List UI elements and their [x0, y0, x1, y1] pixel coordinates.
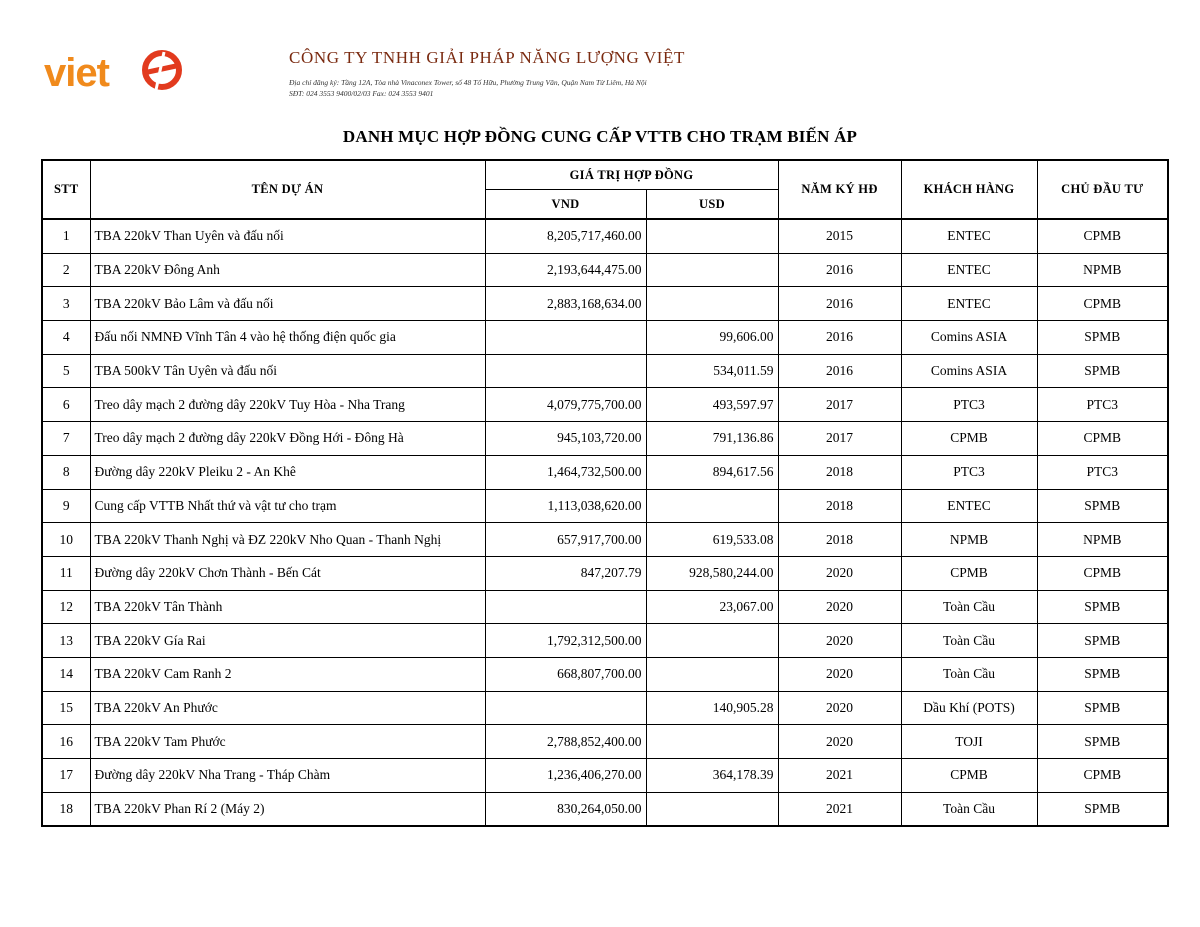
cell-stt: 12: [42, 590, 90, 624]
cell-vnd: 1,113,038,620.00: [485, 489, 646, 523]
cell-year: 2018: [778, 489, 901, 523]
table-row: [42, 556, 1168, 590]
cell-vnd: 4,079,775,700.00: [485, 388, 646, 422]
cell-stt: 4: [42, 321, 90, 355]
cell-usd: 894,617.56: [646, 455, 778, 489]
cell-vnd: [485, 354, 646, 388]
cell-project: Cung cấp VTTB Nhất thứ và vật tư cho trạm: [90, 489, 485, 523]
cell-year: 2017: [778, 388, 901, 422]
cell-stt: 11: [42, 556, 90, 590]
cell-stt: 10: [42, 523, 90, 557]
table-row: [42, 657, 1168, 691]
cell-customer: Toàn Cầu: [901, 590, 1037, 624]
cell-usd: [646, 725, 778, 759]
table-row: [42, 287, 1168, 321]
cell-project: TBA 220kV An Phước: [90, 691, 485, 725]
cell-vnd: 945,103,720.00: [485, 422, 646, 456]
cell-project: Đường dây 220kV Chơn Thành - Bến Cát: [90, 556, 485, 590]
cell-investor: NPMB: [1037, 523, 1168, 557]
cell-stt: 3: [42, 287, 90, 321]
cell-customer: ENTEC: [901, 287, 1037, 321]
cell-year: 2020: [778, 691, 901, 725]
company-logo: [44, 48, 184, 92]
cell-vnd: 1,464,732,500.00: [485, 455, 646, 489]
cell-investor: SPMB: [1037, 691, 1168, 725]
cell-stt: 6: [42, 388, 90, 422]
cell-year: 2020: [778, 556, 901, 590]
table-row: [42, 455, 1168, 489]
cell-stt: 16: [42, 725, 90, 759]
cell-customer: Comins ASIA: [901, 354, 1037, 388]
cell-year: 2017: [778, 422, 901, 456]
cell-usd: [646, 219, 778, 253]
table-body: [42, 219, 1168, 826]
table-row: [42, 759, 1168, 793]
cell-customer: CPMB: [901, 422, 1037, 456]
cell-usd: 140,905.28: [646, 691, 778, 725]
cell-vnd: [485, 590, 646, 624]
cell-customer: Toàn Cầu: [901, 792, 1037, 826]
cell-usd: 99,606.00: [646, 321, 778, 355]
document-title: DANH MỤC HỢP ĐỒNG CUNG CẤP VTTB CHO TRẠM BIẾN ÁP: [342, 127, 858, 146]
cell-investor: SPMB: [1037, 354, 1168, 388]
table-header: [42, 160, 1168, 219]
cell-investor: PTC3: [1037, 455, 1168, 489]
cell-vnd: 2,193,644,475.00: [485, 253, 646, 287]
cell-project: TBA 220kV Tam Phước: [90, 725, 485, 759]
cell-stt: 8: [42, 455, 90, 489]
table-row: [42, 219, 1168, 253]
cell-project: Đường dây 220kV Pleiku 2 - An Khê: [90, 455, 485, 489]
table-row: [42, 523, 1168, 557]
cell-project: TBA 220kV Tân Thành: [90, 590, 485, 624]
contracts-table: [41, 159, 1169, 827]
cell-stt: 7: [42, 422, 90, 456]
cell-stt: 2: [42, 253, 90, 287]
cell-investor: SPMB: [1037, 792, 1168, 826]
header-stt: STT: [42, 160, 90, 219]
cell-usd: 928,580,244.00: [646, 556, 778, 590]
company-contact: [289, 77, 647, 99]
cell-vnd: 830,264,050.00: [485, 792, 646, 826]
cell-investor: SPMB: [1037, 725, 1168, 759]
table-row: [42, 354, 1168, 388]
cell-project: Treo dây mạch 2 đường dây 220kV Tuy Hòa - Nha Trang: [90, 388, 485, 422]
cell-usd: 23,067.00: [646, 590, 778, 624]
header-investor: CHỦ ĐẦU TƯ: [1037, 160, 1168, 219]
table-row: [42, 725, 1168, 759]
header-vnd: VND: [485, 190, 646, 220]
cell-investor: CPMB: [1037, 219, 1168, 253]
cell-stt: 17: [42, 759, 90, 793]
cell-year: 2016: [778, 253, 901, 287]
cell-project: TBA 220kV Than Uyên và đấu nối: [90, 219, 485, 253]
cell-usd: [646, 624, 778, 658]
cell-usd: [646, 253, 778, 287]
company-phone: SĐT: 024 3553 9400/02/03 Fax: 024 3553 9401: [289, 89, 434, 98]
header-usd: USD: [646, 190, 778, 220]
cell-vnd: 1,236,406,270.00: [485, 759, 646, 793]
cell-investor: SPMB: [1037, 590, 1168, 624]
cell-vnd: [485, 691, 646, 725]
cell-year: 2020: [778, 725, 901, 759]
table-row: [42, 422, 1168, 456]
cell-project: Đường dây 220kV Nha Trang - Tháp Chàm: [90, 759, 485, 793]
cell-usd: 534,011.59: [646, 354, 778, 388]
header-project: TÊN DỰ ÁN: [90, 160, 485, 219]
cell-vnd: 2,883,168,634.00: [485, 287, 646, 321]
cell-stt: 9: [42, 489, 90, 523]
cell-project: TBA 220kV Bảo Lâm và đấu nối: [90, 287, 485, 321]
cell-usd: [646, 657, 778, 691]
cell-stt: 1: [42, 219, 90, 253]
cell-project: TBA 220kV Phan Rí 2 (Máy 2): [90, 792, 485, 826]
header-customer: KHÁCH HÀNG: [901, 160, 1037, 219]
cell-vnd: 8,205,717,460.00: [485, 219, 646, 253]
cell-year: 2020: [778, 590, 901, 624]
cell-investor: CPMB: [1037, 759, 1168, 793]
cell-project: TBA 220kV Đông Anh: [90, 253, 485, 287]
cell-year: 2016: [778, 287, 901, 321]
company-name: CÔNG TY TNHH GIẢI PHÁP NĂNG LƯỢNG VIỆT: [289, 48, 685, 67]
header-year: NĂM KÝ HĐ: [778, 160, 901, 219]
cell-usd: [646, 489, 778, 523]
cell-stt: 18: [42, 792, 90, 826]
table-row: [42, 253, 1168, 287]
cell-customer: ENTEC: [901, 253, 1037, 287]
table-row: [42, 489, 1168, 523]
cell-investor: CPMB: [1037, 422, 1168, 456]
cell-project: Đấu nối NMNĐ Vĩnh Tân 4 vào hệ thống điện quốc gia: [90, 321, 485, 355]
cell-customer: Toàn Cầu: [901, 624, 1037, 658]
cell-investor: SPMB: [1037, 657, 1168, 691]
cell-usd: 364,178.39: [646, 759, 778, 793]
cell-stt: 14: [42, 657, 90, 691]
cell-customer: Dầu Khí (POTS): [901, 691, 1037, 725]
cell-customer: TOJI: [901, 725, 1037, 759]
cell-year: 2016: [778, 354, 901, 388]
cell-project: TBA 220kV Cam Ranh 2: [90, 657, 485, 691]
cell-customer: PTC3: [901, 455, 1037, 489]
cell-usd: [646, 792, 778, 826]
cell-investor: SPMB: [1037, 624, 1168, 658]
cell-year: 2020: [778, 657, 901, 691]
cell-investor: SPMB: [1037, 489, 1168, 523]
table-row: [42, 590, 1168, 624]
cell-usd: 619,533.08: [646, 523, 778, 557]
cell-customer: ENTEC: [901, 219, 1037, 253]
cell-year: 2021: [778, 759, 901, 793]
cell-customer: PTC3: [901, 388, 1037, 422]
cell-investor: PTC3: [1037, 388, 1168, 422]
cell-customer: Comins ASIA: [901, 321, 1037, 355]
cell-project: TBA 500kV Tân Uyên và đấu nối: [90, 354, 485, 388]
cell-project: TBA 220kV Thanh Nghị và ĐZ 220kV Nho Quan - Thanh Nghị: [90, 523, 485, 557]
cell-investor: NPMB: [1037, 253, 1168, 287]
cell-year: 2018: [778, 523, 901, 557]
company-address: Địa chỉ đăng ký: Tầng 12A, Tòa nhà Vinaconex Tower, số 48 Tố Hữu, Phường Trung Văn, Quận Nam Từ Liêm, Hà Nội: [289, 78, 647, 87]
cell-stt: 5: [42, 354, 90, 388]
cell-vnd: 668,807,700.00: [485, 657, 646, 691]
cell-investor: CPMB: [1037, 556, 1168, 590]
cell-customer: Toàn Cầu: [901, 657, 1037, 691]
table-row: [42, 388, 1168, 422]
cell-vnd: 2,788,852,400.00: [485, 725, 646, 759]
cell-year: 2021: [778, 792, 901, 826]
cell-vnd: [485, 321, 646, 355]
table-row: [42, 624, 1168, 658]
cell-year: 2016: [778, 321, 901, 355]
cell-stt: 13: [42, 624, 90, 658]
table-row: [42, 691, 1168, 725]
cell-usd: [646, 287, 778, 321]
cell-customer: CPMB: [901, 556, 1037, 590]
cell-investor: CPMB: [1037, 287, 1168, 321]
cell-customer: NPMB: [901, 523, 1037, 557]
cell-year: 2015: [778, 219, 901, 253]
cell-project: Treo dây mạch 2 đường dây 220kV Đồng Hới - Đông Hà: [90, 422, 485, 456]
cell-stt: 15: [42, 691, 90, 725]
table-row: [42, 321, 1168, 355]
cell-vnd: 847,207.79: [485, 556, 646, 590]
cell-usd: 493,597.97: [646, 388, 778, 422]
cell-customer: CPMB: [901, 759, 1037, 793]
cell-vnd: 1,792,312,500.00: [485, 624, 646, 658]
cell-year: 2020: [778, 624, 901, 658]
svg-text:viet: viet: [44, 51, 109, 92]
cell-vnd: 657,917,700.00: [485, 523, 646, 557]
table-row: [42, 792, 1168, 826]
cell-year: 2018: [778, 455, 901, 489]
cell-investor: SPMB: [1037, 321, 1168, 355]
cell-customer: ENTEC: [901, 489, 1037, 523]
cell-usd: 791,136.86: [646, 422, 778, 456]
cell-project: TBA 220kV Gía Rai: [90, 624, 485, 658]
header-contract-value: GIÁ TRỊ HỢP ĐỒNG: [485, 160, 778, 190]
